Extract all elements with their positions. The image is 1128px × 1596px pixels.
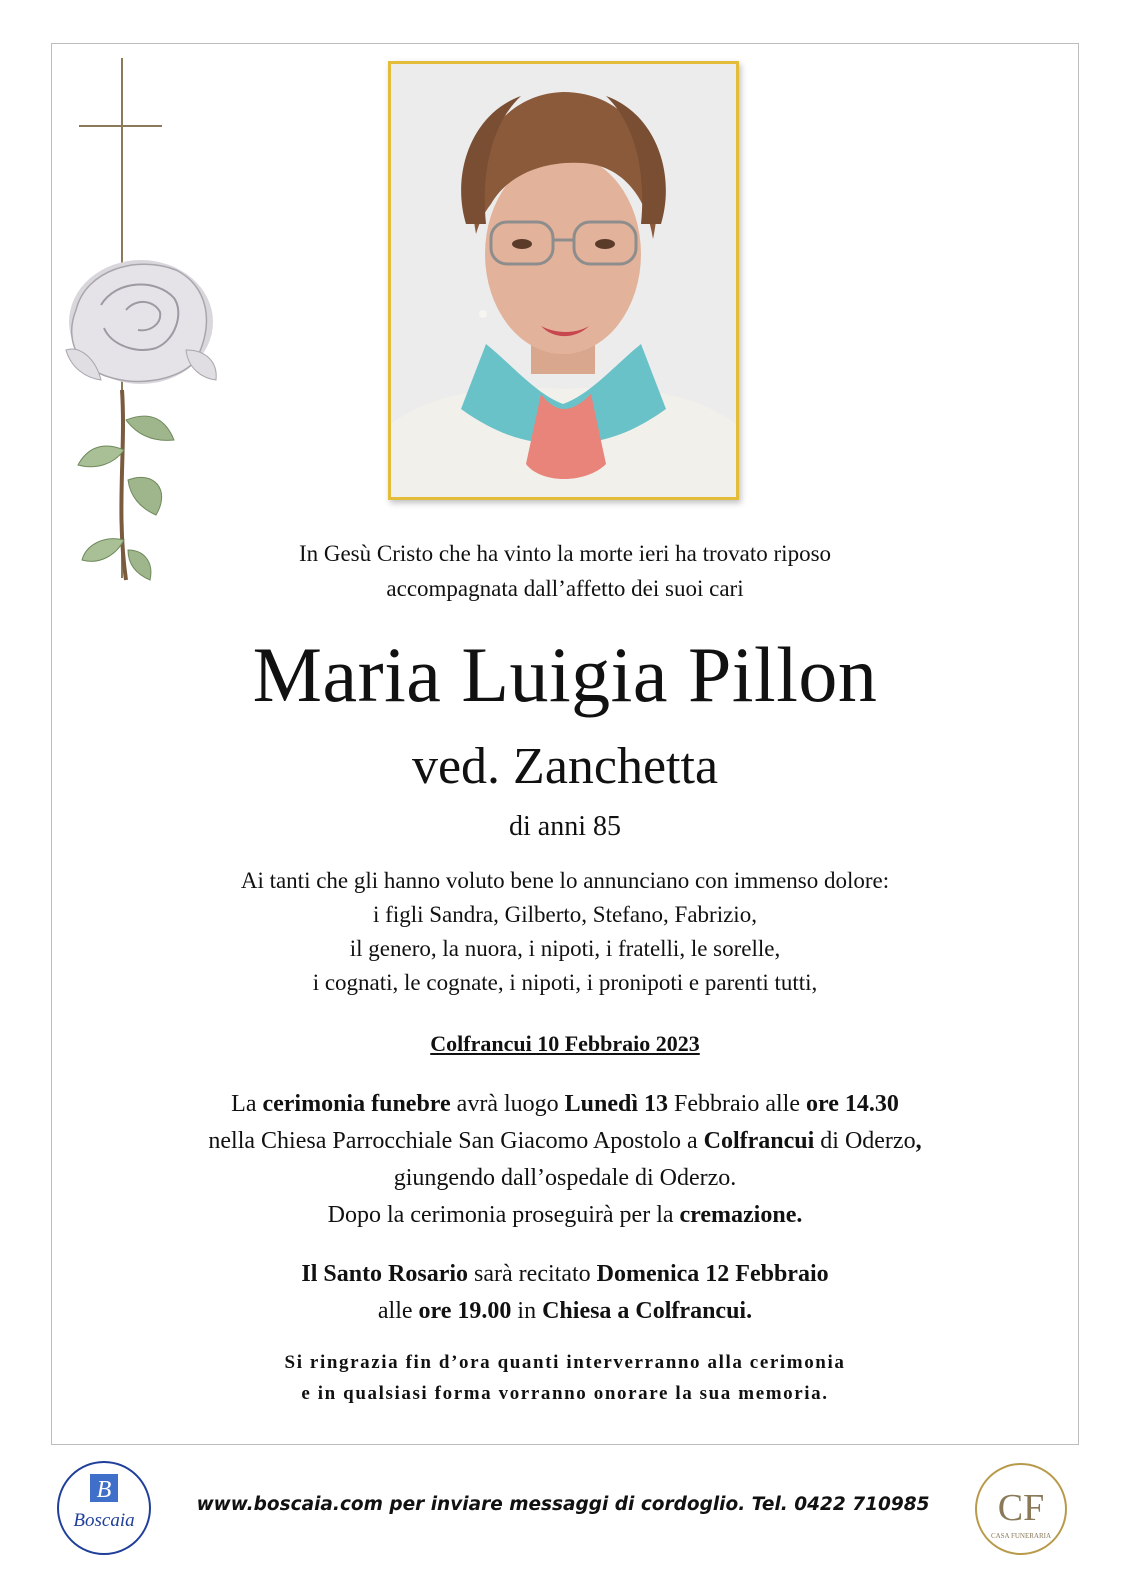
thanks-line-2: e in qualsiasi forma vorranno onorare la sua memoria.: [301, 1383, 829, 1404]
cremation: cremazione.: [679, 1202, 803, 1228]
text: sarà recitato: [468, 1261, 597, 1287]
text: ,: [915, 1128, 922, 1154]
announcement-line: i cognati, le cognate, i nipoti, i pronipoti e parenti tutti,: [312, 970, 818, 995]
cross-bar: [79, 125, 162, 127]
rosary-time: ore 19.00: [418, 1298, 512, 1324]
rosary-day: Domenica 12 Febbraio: [596, 1261, 829, 1287]
text: nella Chiesa Parrocchiale San Giacomo Apostolo a: [208, 1128, 704, 1154]
text: in: [511, 1298, 543, 1324]
ceremony-line-4: [51, 1197, 1079, 1234]
text: avrà luogo: [450, 1091, 565, 1117]
announcement-line: i figli Sandra, Gilberto, Stefano, Fabrizio,: [373, 902, 757, 927]
announcement: [51, 864, 1079, 1000]
rosary-label: Il Santo Rosario: [301, 1261, 469, 1287]
footer-contact: www.boscaia.com per inviare messaggi di cordoglio. Tel. 0422 710985: [196, 1494, 930, 1515]
text: Febbraio alle: [668, 1091, 806, 1117]
widow-of: ved. Zanchetta: [411, 738, 719, 795]
logo-name: Boscaia: [73, 1510, 135, 1531]
thanks-line-1: Si ringrazia fin d’ora quanti interverranno alla cerimonia: [284, 1352, 846, 1373]
ceremony-day: Lunedì 13: [564, 1091, 669, 1117]
ceremony-label: cerimonia funebre: [262, 1091, 451, 1117]
text: La: [231, 1091, 263, 1117]
casa-funeraria-logo: [974, 1462, 1068, 1556]
logo-caption: CASA FUNERARIA: [990, 1532, 1052, 1540]
text: Dopo la cerimonia proseguirà per la: [327, 1202, 680, 1228]
rosary-place: Chiesa a Colfrancui.: [542, 1298, 753, 1324]
ceremony-line-3: giungendo dall’ospedale di Oderzo.: [393, 1165, 737, 1191]
announcement-line: Ai tanti che gli hanno voluto bene lo annunciano con immenso dolore:: [240, 868, 890, 893]
text: di Oderzo: [814, 1128, 916, 1154]
intro-text: [51, 536, 1079, 606]
rosary-info: [51, 1256, 1079, 1330]
ceremony-line-2: [51, 1123, 1079, 1160]
rosary-line-2: [51, 1293, 1079, 1330]
place-date: Colfrancui 10 Febbraio 2023: [430, 1031, 700, 1056]
ceremony-place: Colfrancui: [703, 1128, 815, 1154]
intro-line-1: In Gesù Cristo che ha vinto la morte ieri ha trovato riposo: [298, 541, 832, 566]
ceremony-info: [51, 1086, 1079, 1234]
logo-letter: B: [96, 1477, 112, 1503]
portrait-illustration: [391, 64, 736, 497]
ceremony-time: ore 14.30: [805, 1091, 899, 1117]
ceremony-line-1: [51, 1086, 1079, 1123]
age: di anni 85: [509, 811, 621, 842]
rosary-line-1: [51, 1256, 1079, 1293]
boscaia-logo: [56, 1460, 152, 1556]
deceased-name: Maria Luigia Pillon: [252, 631, 878, 718]
intro-line-2: accompagnata dall’affetto dei suoi cari: [386, 576, 744, 601]
logo-mark: CF: [997, 1487, 1045, 1529]
portrait-photo: [388, 61, 739, 500]
thanks-text: [51, 1347, 1079, 1409]
announcement-line: il genero, la nuora, i nipoti, i fratelli, le sorelle,: [349, 936, 781, 961]
text: alle: [377, 1298, 419, 1324]
